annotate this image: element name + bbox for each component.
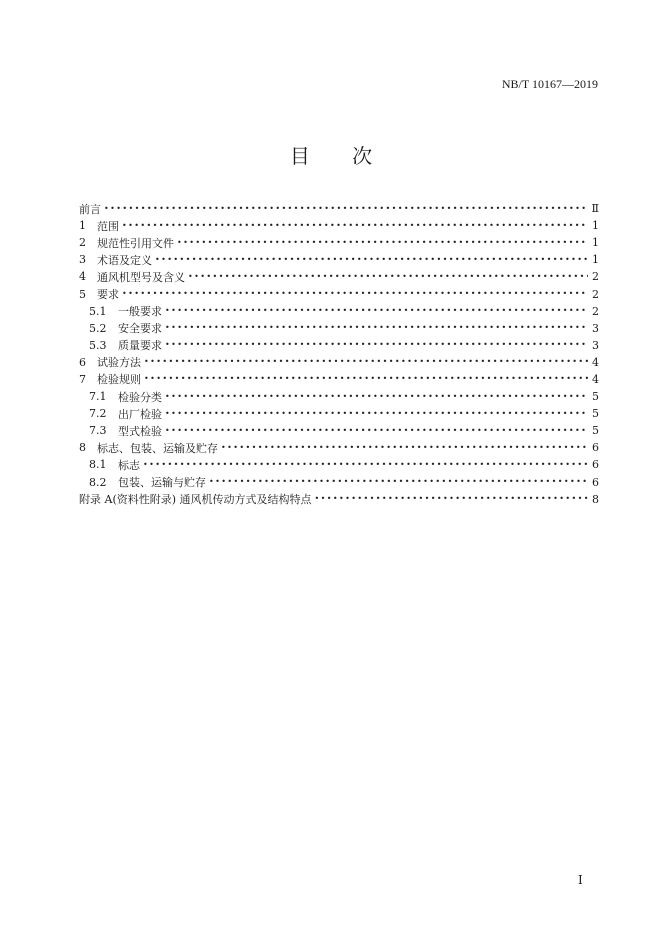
toc-entry-title: 规范性引用文件 (97, 236, 174, 250)
toc-entry[interactable] (79, 303, 599, 320)
toc-dot-leader (221, 444, 588, 452)
toc-entry[interactable] (79, 234, 599, 251)
toc-entry-number: 7.3 (89, 424, 107, 438)
table-of-contents (79, 200, 599, 508)
toc-dot-leader (165, 324, 588, 332)
toc-entry-number: 8.2 (89, 475, 107, 489)
toc-entry-page: 1 (592, 236, 599, 250)
toc-entry-page: 2 (592, 304, 599, 318)
toc-entry-title: 标志、包装、运输及贮存 (97, 441, 218, 455)
standard-number: NB/T 10167—2019 (501, 77, 598, 91)
toc-entry[interactable] (79, 474, 599, 491)
toc-entry-number: 6 (79, 355, 86, 369)
toc-entry-title: 包装、运输与贮存 (118, 476, 206, 490)
toc-entry[interactable] (79, 439, 599, 456)
toc-entry[interactable] (79, 456, 599, 473)
toc-dot-leader (122, 290, 588, 298)
page-number: I (578, 873, 583, 887)
toc-dot-leader (122, 222, 588, 230)
toc-entry-page: 2 (592, 270, 599, 284)
toc-dot-leader (165, 341, 588, 349)
page-title: 目 次 (289, 144, 391, 168)
toc-entry-title: 通风机型号及含义 (97, 270, 185, 284)
toc-dot-leader (165, 427, 588, 435)
toc-entry-number: 7.1 (89, 390, 107, 404)
toc-entry-page: 3 (592, 321, 599, 335)
toc-entry-number: 5.2 (89, 321, 107, 335)
toc-entry-number: 2 (79, 236, 86, 250)
toc-dot-leader (177, 239, 588, 247)
toc-entry-number: 8 (79, 441, 86, 455)
toc-dot-leader (209, 478, 588, 486)
toc-entry-title: 型式检验 (118, 424, 162, 438)
toc-entry-page: 5 (592, 407, 599, 421)
toc-entry-title: 标志 (118, 458, 140, 472)
toc-entry-page: 1 (592, 253, 599, 267)
toc-entry[interactable] (79, 491, 599, 508)
toc-entry[interactable] (79, 405, 599, 422)
toc-dot-leader (144, 358, 588, 366)
toc-entry-title: 检验分类 (118, 390, 162, 404)
toc-entry-page: 4 (592, 355, 599, 369)
toc-entry-page: 5 (592, 390, 599, 404)
toc-entry-number: 1 (79, 219, 86, 233)
toc-entry[interactable] (79, 337, 599, 354)
toc-entry-title: 出厂检验 (118, 407, 162, 421)
toc-entry[interactable] (79, 422, 599, 439)
toc-entry[interactable] (79, 217, 599, 234)
toc-entry-page: 2 (592, 287, 599, 301)
toc-entry[interactable] (79, 320, 599, 337)
toc-entry-title: 术语及定义 (97, 253, 152, 267)
toc-dot-leader (144, 375, 588, 383)
toc-entry[interactable] (79, 285, 599, 302)
toc-entry[interactable] (79, 371, 599, 388)
toc-entry-title: 范围 (97, 219, 119, 233)
toc-dot-leader (165, 410, 588, 418)
toc-entry-title: 试验方法 (97, 356, 141, 370)
toc-dot-leader (155, 256, 588, 264)
toc-entry-page: 6 (592, 458, 599, 472)
toc-entry[interactable] (79, 388, 599, 405)
toc-entry-number: 5.3 (89, 338, 107, 352)
toc-entry-number: 7.2 (89, 407, 107, 421)
toc-dot-leader (104, 205, 588, 213)
toc-entry-title: 前言 (79, 202, 101, 216)
toc-entry-page: Ⅱ (591, 202, 599, 216)
toc-entry-number: 5.1 (89, 304, 107, 318)
toc-entry-page: 5 (592, 424, 599, 438)
toc-dot-leader (315, 495, 588, 503)
toc-entry-number: 5 (79, 287, 86, 301)
toc-dot-leader (165, 307, 588, 315)
toc-dot-leader (143, 461, 588, 469)
toc-dot-leader (165, 393, 588, 401)
toc-entry-title: 检验规则 (97, 373, 141, 387)
toc-entry-title: 一般要求 (118, 305, 162, 319)
toc-entry[interactable] (79, 268, 599, 285)
toc-entry-page: 6 (592, 441, 599, 455)
toc-entry-number: 7 (79, 372, 86, 386)
toc-entry-number: 3 (79, 253, 86, 267)
toc-entry[interactable] (79, 200, 599, 217)
toc-entry-title: 要求 (97, 288, 119, 302)
toc-entry[interactable] (79, 251, 599, 268)
toc-entry-title: 附录 A(资料性附录) 通风机传动方式及结构特点 (79, 493, 312, 507)
toc-entry[interactable] (79, 354, 599, 371)
toc-entry-number: 4 (79, 270, 86, 284)
toc-entry-page: 6 (592, 475, 599, 489)
toc-entry-page: 1 (592, 219, 599, 233)
toc-entry-number: 8.1 (89, 458, 107, 472)
toc-dot-leader (188, 273, 588, 281)
toc-entry-title: 安全要求 (118, 322, 162, 336)
toc-entry-page: 4 (592, 372, 599, 386)
toc-entry-title: 质量要求 (118, 339, 162, 353)
toc-entry-page: 8 (592, 492, 599, 506)
toc-entry-page: 3 (592, 338, 599, 352)
